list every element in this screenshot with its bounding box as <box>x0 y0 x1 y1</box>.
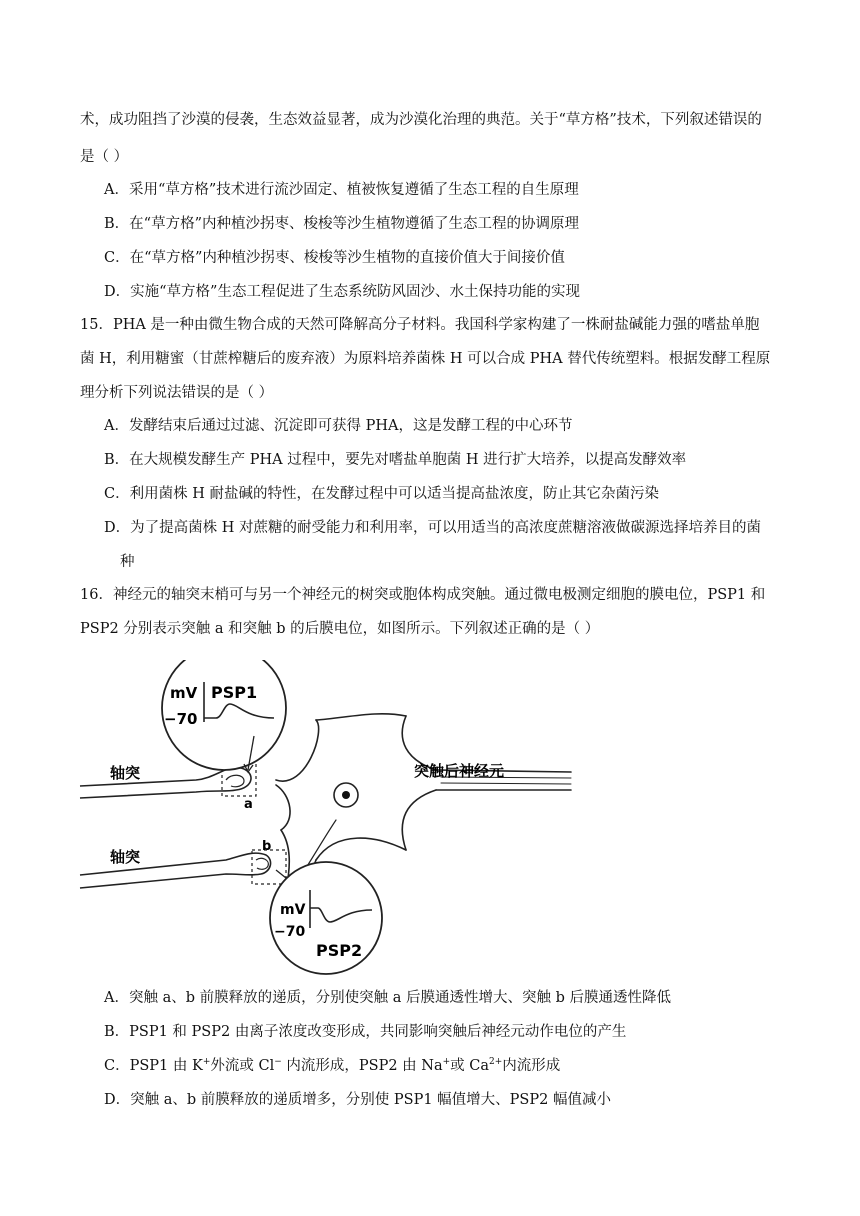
psp2-pointer-line <box>276 870 286 878</box>
q16-option-c-part-1: C．PSP1 由 K <box>104 1058 203 1074</box>
q14-option-b: B．在“草方格”内种植沙拐枣、梭梭等沙生植物遵循了生态工程的协调原理 <box>104 216 579 232</box>
q15-stem-line-3: 理分析下列说法错误的是（ ） <box>80 385 274 401</box>
synapse-b-label: b <box>262 839 272 854</box>
postsynaptic-neuron-label: 突触后神经元 <box>414 762 505 780</box>
q15-stem-line-2: 菌 H，利用糖蜜（甘蔗榨糖后的废弃液）为原料培养菌株 H 可以合成 PHA 替代传统塑料。根据发酵工程原 <box>80 351 771 367</box>
q16-option-c <box>104 1056 560 1078</box>
axon-b <box>80 853 271 888</box>
q16-stem-line-1: 16．神经元的轴突末梢可与另一个神经元的树突或胞体构成突触。通过微电极测定细胞的膜电位，PSP1 和 <box>80 587 766 603</box>
q16-stem-line-2: PSP2 分别表示突触 a 和突触 b 的后膜电位，如图所示。下列叙述正确的是（ ） <box>80 621 600 637</box>
psp2-label: PSP2 <box>316 941 363 960</box>
q14-option-a: A．采用“草方格”技术进行流沙固定、植被恢复遵循了生态工程的自生原理 <box>104 182 579 198</box>
q16-option-b: B．PSP1 和 PSP2 由离子浓度改变形成，共同影响突触后神经元动作电位的产生 <box>104 1024 627 1040</box>
q15-option-d: D．为了提高菌株 H 对蔗糖的耐受能力和利用率，可以用适当的高浓度蔗糖溶液做碳源选择培养目的菌 <box>104 520 761 536</box>
q16-option-c-sup-1: + <box>202 1057 211 1067</box>
psp1-label: PSP1 <box>211 683 258 702</box>
q16-option-c-sup-2: − <box>274 1057 282 1067</box>
q16-option-d: D．突触 a、b 前膜释放的递质增多，分别使 PSP1 幅值增大、PSP2 幅值减小 <box>104 1092 611 1108</box>
psp2-value: −70 <box>274 924 306 940</box>
q16-option-c-part-4: 或 Ca <box>450 1058 490 1074</box>
q15-option-d-continued: 种 <box>120 554 135 570</box>
psp1-unit: mV <box>170 684 198 702</box>
neuron-left-edge <box>276 785 290 830</box>
q16-option-c-part-5: 内流形成 <box>502 1058 561 1074</box>
synapse-a-label: a <box>244 797 253 812</box>
q16-option-c-part-3: 内流形成，PSP2 由 Na <box>281 1058 443 1074</box>
axon-b-label: 轴突 <box>110 848 141 866</box>
axon-a <box>80 768 251 798</box>
q15-option-c: C．利用菌株 H 耐盐碱的特性，在发酵过程中可以适当提高盐浓度，防止其它杂菌污染 <box>104 486 659 502</box>
q14-stem-line-2: 是（ ） <box>80 149 129 165</box>
axon-a-label: 轴突 <box>110 764 141 782</box>
q15-stem-line-1: 15．PHA 是一种由微生物合成的天然可降解高分子材料。我国科学家构建了一株耐盐碱能力强的嗜盐单胞 <box>80 317 760 333</box>
dendrite-bottom <box>316 838 406 860</box>
q16-option-c-part-2: 外流或 Cl <box>210 1058 275 1074</box>
synapse-diagram <box>76 660 596 980</box>
psp1-value: −70 <box>164 710 198 728</box>
psp2-unit: mV <box>280 902 306 918</box>
q14-stem-line-1: 术，成功阻挡了沙漠的侵袭，生态效益显著，成为沙漠化治理的典范。关于“草方格”技术，下列叙述错误的 <box>80 112 762 128</box>
q16-option-a: A．突触 a、b 前膜释放的递质，分别使突触 a 后膜通透性增大、突触 b 后膜通透性降低 <box>104 990 671 1006</box>
q15-option-a: A．发酵结束后通过过滤、沉淀即可获得 PHA，这是发酵工程的中心环节 <box>104 418 573 434</box>
q14-option-c: C．在“草方格”内种植沙拐枣、梭梭等沙生植物的直接价值大于间接价值 <box>104 250 565 266</box>
q16-option-c-sup-3: + <box>442 1057 451 1067</box>
dendrite-top-2 <box>316 714 406 720</box>
nucleolus-dot <box>342 791 350 799</box>
q15-option-b: B．在大规模发酵生产 PHA 过程中，要先对嗜盐单胞菌 H 进行扩大培养，以提高发酵效率 <box>104 452 687 468</box>
neuron-lower-edge <box>402 790 436 850</box>
q16-option-c-sup-4: 2+ <box>489 1057 503 1067</box>
q14-option-d: D．实施“草方格”生态工程促进了生态系统防风固沙、水土保持功能的实现 <box>104 284 580 300</box>
